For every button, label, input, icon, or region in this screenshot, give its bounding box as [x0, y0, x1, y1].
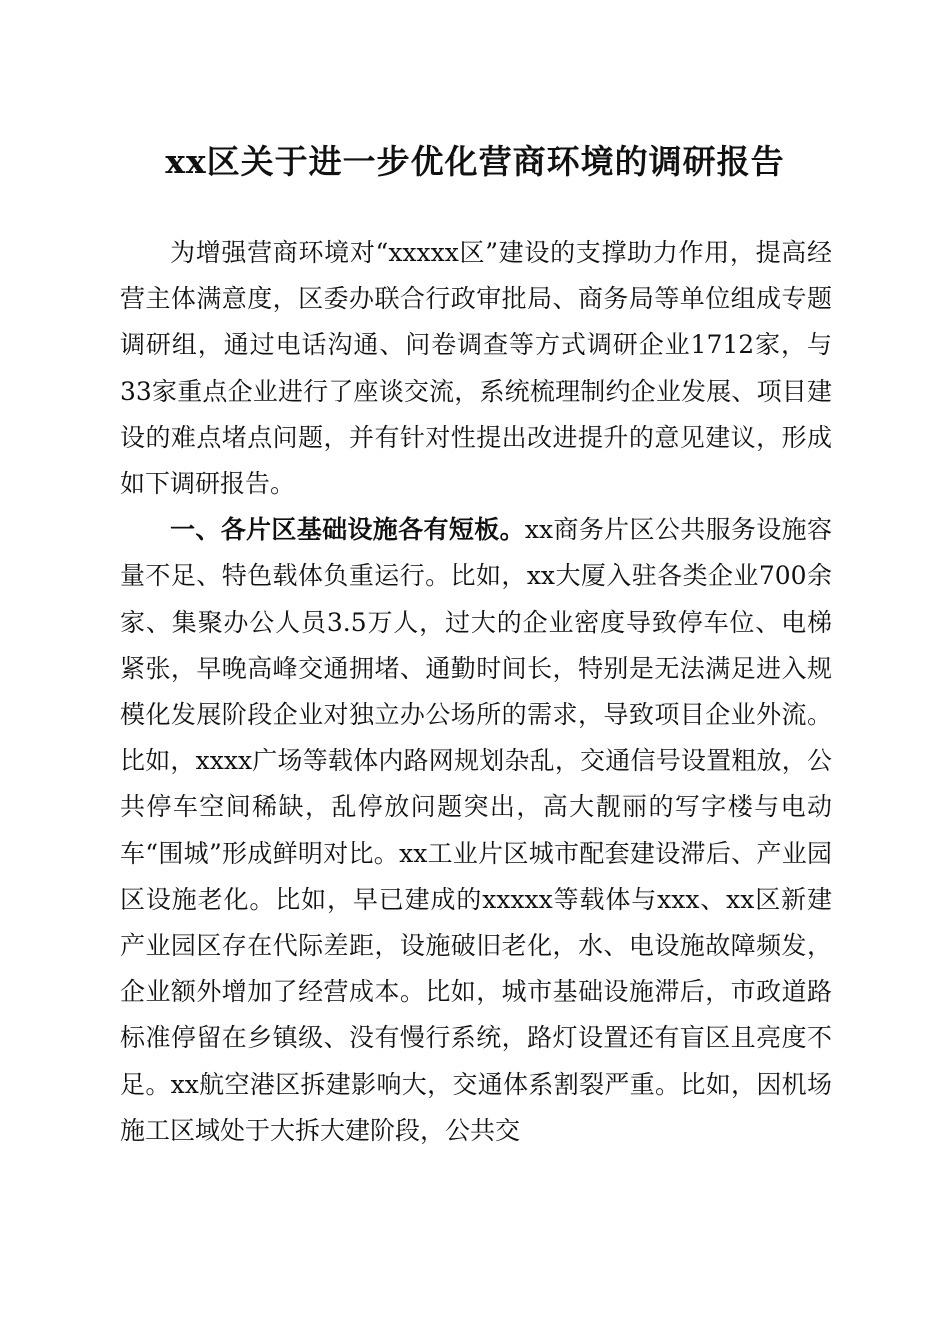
section-one-paragraph: [120, 507, 832, 1154]
document-title: xx区关于进一步优化营商环境的调研报告: [165, 142, 785, 181]
intro-paragraph: [120, 230, 832, 507]
intro-paragraph-text: 为增强营商环境对“xxxxx区”建设的支撑助力作用，提高经营主体满意度，区委办联合行政审批局、商务局等单位组成专题调研组，通过电话沟通、问卷调查等方式调研企业1712家，与33家重点企业进行了座谈交流，系统梳理制约企业发展、项目建设的难点堵点问题，并有针对性提出改进提升的意见建议，形成如下调研报告。: [120, 238, 832, 499]
section-one-heading: 一、各片区基础设施各有短板。: [170, 515, 525, 545]
document-body: [120, 230, 832, 1154]
section-one-text: xx商务片区公共服务设施容量不足、特色载体负重运行。比如，xx大厦入驻各类企业700余家、集聚办公人员3.5万人，过大的企业密度导致停车位、电梯紧张，早晚高峰交通拥堵、通勤时间长，特别是无法满足进入规模化发展阶段企业对独立办公场所的需求，导致项目企业外流。比如，xxxx广场等载体内路网规划杂乱，交通信号设置粗放，公共停车空间稀缺，乱停放问题突出，高大靓丽的写字楼与电动车“围城”形成鲜明对比。xx工业片区城市配套建设滞后、产业园区设施老化。比如，早已建成的xxxxx等载体与xxx、xx区新建产业园区存在代际差距，设施破旧老化，水、电设施故障频发，企业额外增加了经营成本。比如，城市基础设施滞后，市政道路标准停留在乡镇级、没有慢行系统，路灯设置还有盲区且亮度不足。xx航空港区拆建影响大，交通体系割裂严重。比如，因机场施工区域处于大拆大建阶段，公共交: [120, 515, 832, 1145]
